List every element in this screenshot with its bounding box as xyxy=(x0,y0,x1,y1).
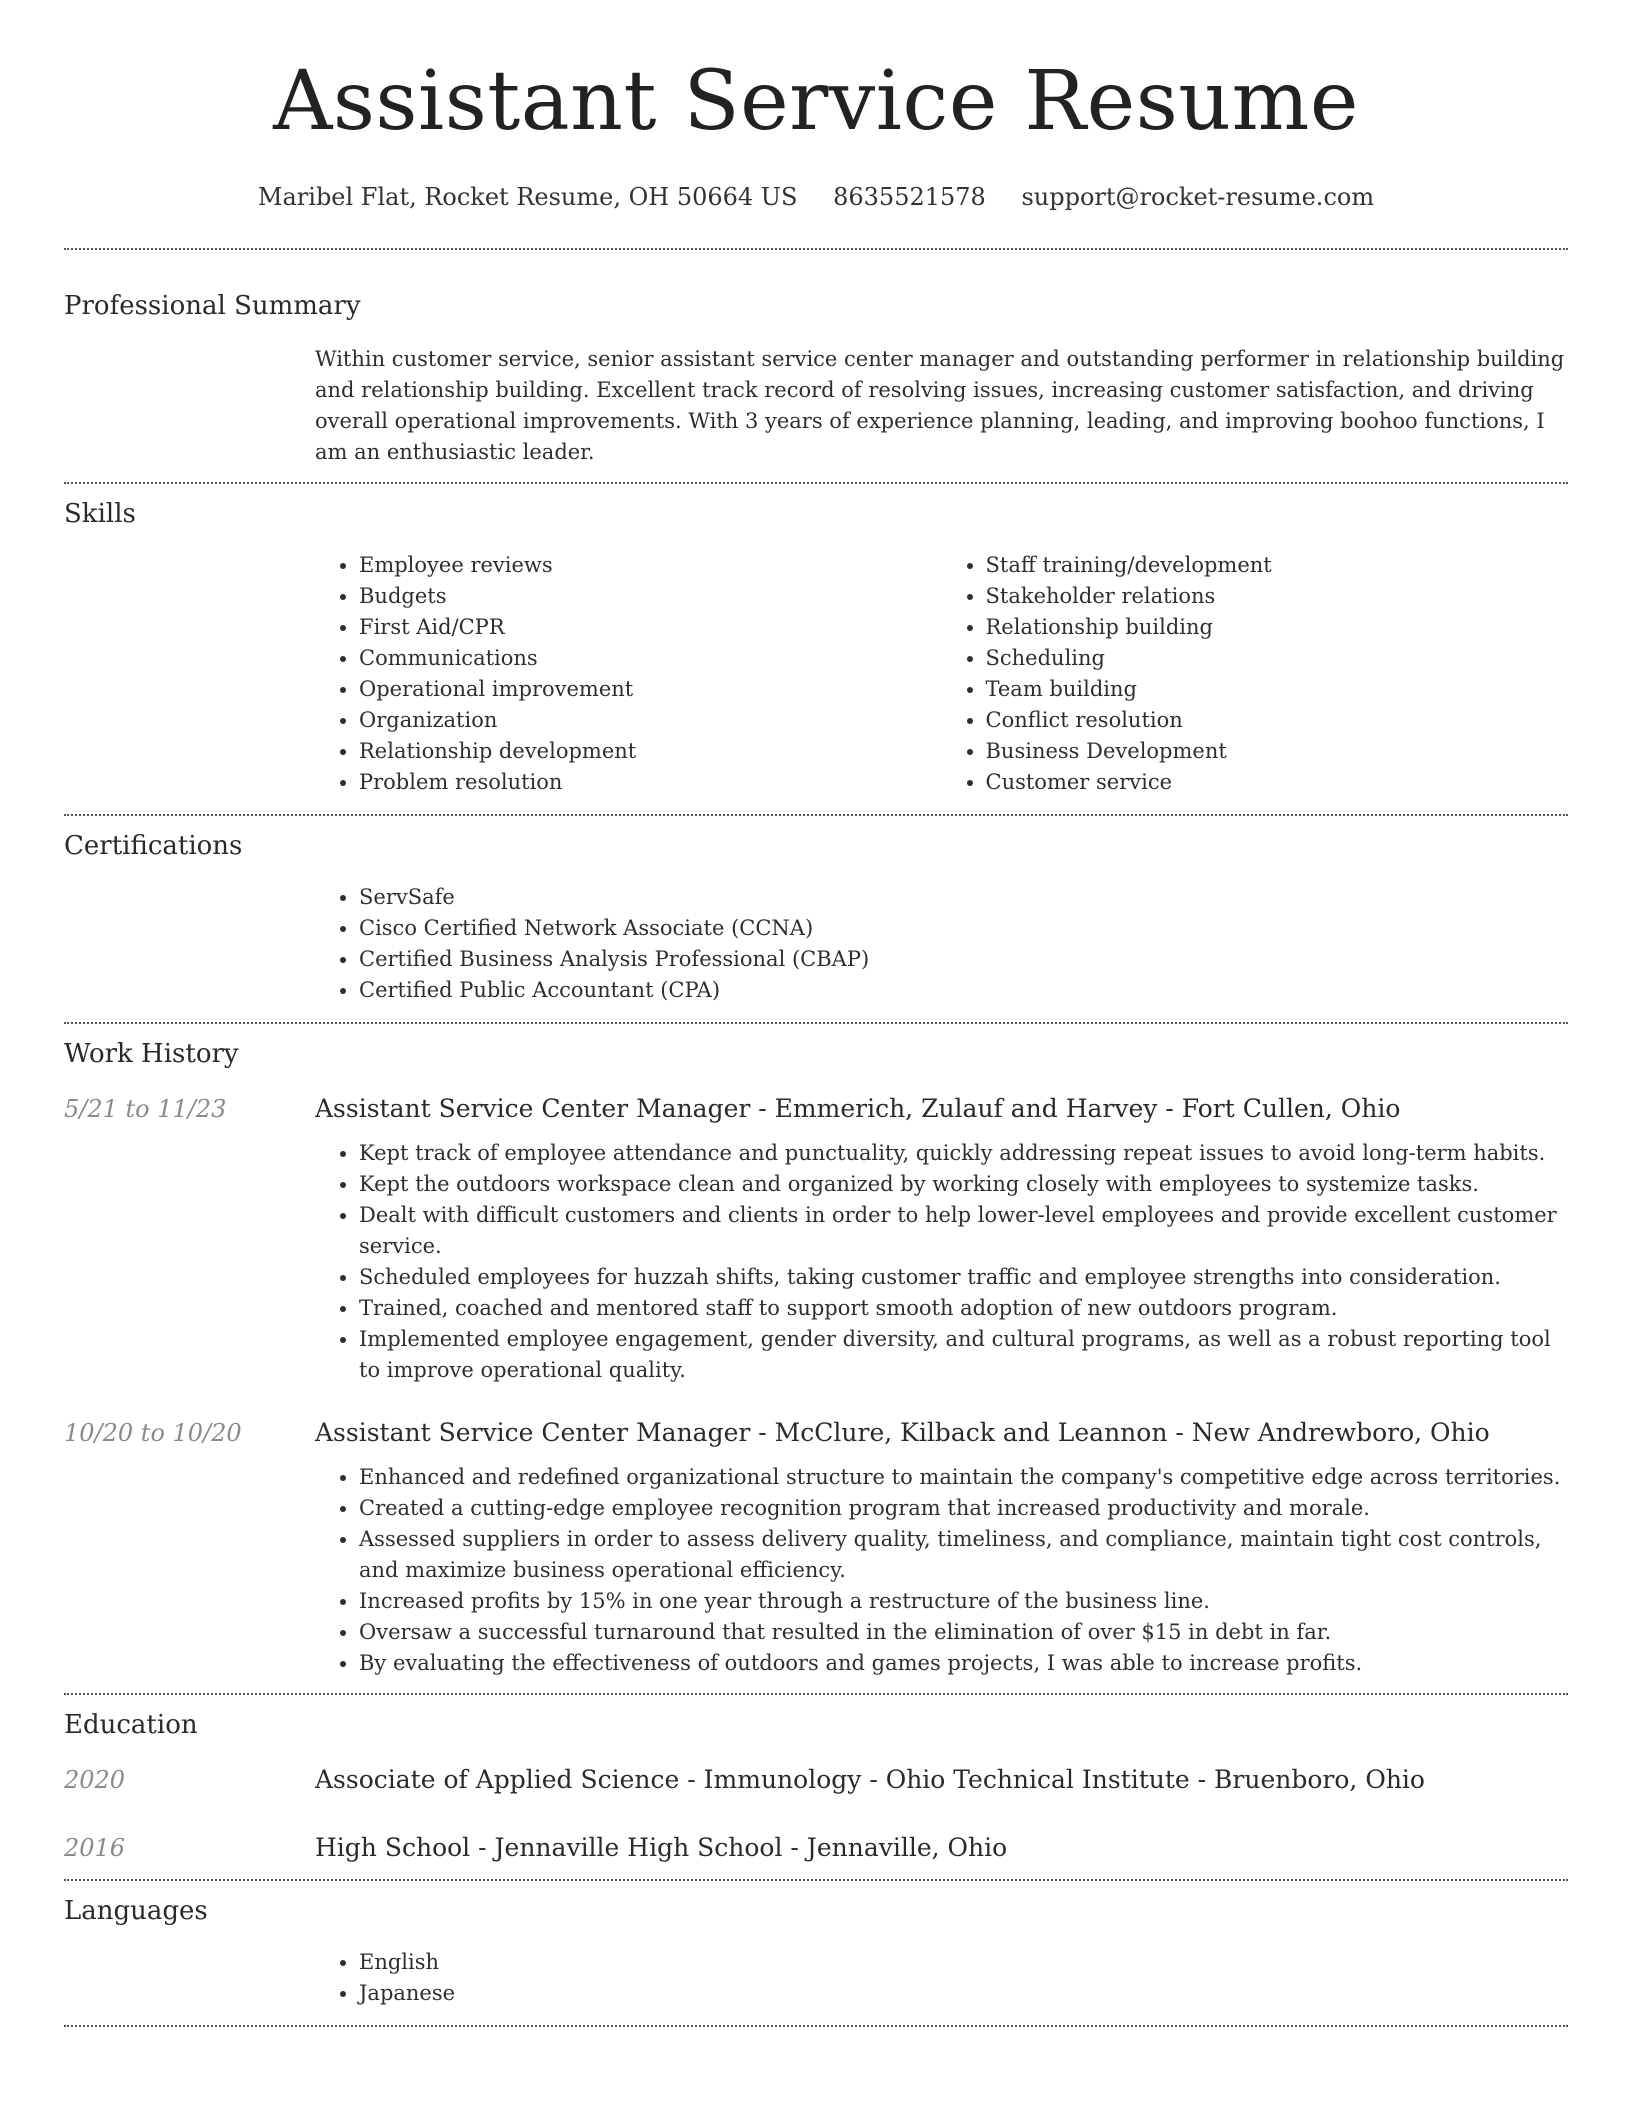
list-item: • Trained, coached and mentored staff to support smooth adoption of new outdoors program. xyxy=(359,1293,1568,1324)
work-entry-header xyxy=(64,1416,1568,1450)
list-item: • By evaluating the effectiveness of outdoors and games projects, I was able to increase profits. xyxy=(359,1648,1568,1679)
education-section xyxy=(64,1695,1568,1879)
summary-heading: Professional Summary xyxy=(64,291,361,321)
work-entry xyxy=(64,1092,1568,1386)
skills-heading: Skills xyxy=(64,499,136,529)
work-entry-header xyxy=(64,1092,1568,1126)
work-entry-title: Assistant Service Center Manager - McClure, Kilback and Leannon - New Andrewboro, Ohio xyxy=(315,1418,1490,1447)
list-item: • First Aid/CPR xyxy=(359,612,942,643)
list-item: • Communications xyxy=(359,643,942,674)
languages-list xyxy=(315,1947,1568,2009)
list-item: • Certified Business Analysis Professional (CBAP) xyxy=(359,944,1568,975)
list-item: • Relationship building xyxy=(986,612,1569,643)
certifications-list xyxy=(315,882,1568,1006)
summary-text: Within customer service, senior assistant service center manager and outstanding performer in relationship building and relationship building. Excellent track record of resolving issues, increasing customer satisfaction, and driving overall operational improvements. With 3 years of experience planning, leading, and improving boohoo functions, I am an enthusiastic leader. xyxy=(315,347,1565,464)
skills-section xyxy=(64,484,1568,814)
education-heading: Education xyxy=(64,1710,198,1740)
contact-email: support@rocket-resume.com xyxy=(1021,183,1375,211)
list-item: • Stakeholder relations xyxy=(986,581,1569,612)
work-section xyxy=(64,1024,1568,1693)
list-item: • Cisco Certified Network Associate (CCNA) xyxy=(359,913,1568,944)
list-item: • Created a cutting-edge employee recognition program that increased productivity and morale. xyxy=(359,1493,1568,1524)
work-entry xyxy=(64,1416,1568,1679)
list-item: • Employee reviews xyxy=(359,550,942,581)
work-entry-bullets xyxy=(315,1462,1568,1679)
education-entry-date: 2016 xyxy=(64,1834,126,1862)
languages-heading: Languages xyxy=(64,1896,208,1926)
education-entry xyxy=(64,1831,1568,1865)
list-item: • Organization xyxy=(359,705,942,736)
certifications-section xyxy=(64,816,1568,1022)
list-item: • Customer service xyxy=(986,767,1569,798)
list-item: • Dealt with difficult customers and clients in order to help lower-level employees and provide excellent customer service. xyxy=(359,1200,1568,1262)
certifications-body xyxy=(315,882,1568,1006)
education-entry-title: High School - Jennaville High School - Jennaville, Ohio xyxy=(315,1833,1008,1862)
list-item: • Japanese xyxy=(359,1978,1568,2009)
page-title: Assistant Service Resume xyxy=(273,54,1359,149)
work-entry-body xyxy=(315,1462,1568,1679)
list-item: • Increased profits by 15% in one year through a restructure of the business line. xyxy=(359,1586,1568,1617)
list-item: • Scheduling xyxy=(986,643,1569,674)
list-item: • Assessed suppliers in order to assess delivery quality, timeliness, and compliance, maintain tight cost controls, and maximize business operational efficiency. xyxy=(359,1524,1568,1586)
list-item: • Oversaw a successful turnaround that resulted in the elimination of over $15 in debt in far. xyxy=(359,1617,1568,1648)
list-item: • Implemented employee engagement, gender diversity, and cultural programs, as well as a robust reporting tool to improve operational quality. xyxy=(359,1324,1568,1386)
contact-line xyxy=(64,180,1568,214)
education-entry-date: 2020 xyxy=(64,1766,126,1794)
list-item: • Budgets xyxy=(359,581,942,612)
list-item: • Problem resolution xyxy=(359,767,942,798)
list-item: • Team building xyxy=(986,674,1569,705)
skills-list-left xyxy=(315,550,942,798)
skills-columns xyxy=(315,550,1568,798)
list-item: • Certified Public Accountant (CPA) xyxy=(359,975,1568,1006)
work-entry-date: 5/21 to 11/23 xyxy=(64,1095,227,1123)
summary-section xyxy=(64,250,1568,482)
list-item: • Kept the outdoors workspace clean and organized by working closely with employees to systemize tasks. xyxy=(359,1169,1568,1200)
work-heading: Work History xyxy=(64,1039,239,1069)
certifications-heading: Certifications xyxy=(64,831,243,861)
list-item: • Staff training/development xyxy=(986,550,1569,581)
education-entry-title: Associate of Applied Science - Immunology - Ohio Technical Institute - Bruenboro, Ohio xyxy=(315,1765,1425,1794)
work-entry-date: 10/20 to 10/20 xyxy=(64,1419,242,1447)
work-entry-body xyxy=(315,1138,1568,1386)
list-item: • ServSafe xyxy=(359,882,1568,913)
list-item: • English xyxy=(359,1947,1568,1978)
work-entry-title: Assistant Service Center Manager - Emmerich, Zulauf and Harvey - Fort Cullen, Ohio xyxy=(315,1094,1401,1123)
list-item: • Conflict resolution xyxy=(986,705,1569,736)
skills-list-right xyxy=(942,550,1569,798)
divider xyxy=(64,2025,1568,2027)
list-item: • Scheduled employees for huzzah shifts, taking customer traffic and employee strengths into consideration. xyxy=(359,1262,1568,1293)
languages-body xyxy=(315,1947,1568,2009)
education-entry xyxy=(64,1763,1568,1797)
languages-section xyxy=(64,1881,1568,2025)
list-item: • Enhanced and redefined organizational structure to maintain the company's competitive edge across territories. xyxy=(359,1462,1568,1493)
list-item: • Operational improvement xyxy=(359,674,942,705)
contact-address: Maribel Flat, Rocket Resume, OH 50664 US xyxy=(257,183,798,211)
work-entry-bullets xyxy=(315,1138,1568,1386)
list-item: • Kept track of employee attendance and punctuality, quickly addressing repeat issues to avoid long-term habits. xyxy=(359,1138,1568,1169)
list-item: • Relationship development xyxy=(359,736,942,767)
list-item: • Business Development xyxy=(986,736,1569,767)
contact-phone: 8635521578 xyxy=(833,183,986,211)
